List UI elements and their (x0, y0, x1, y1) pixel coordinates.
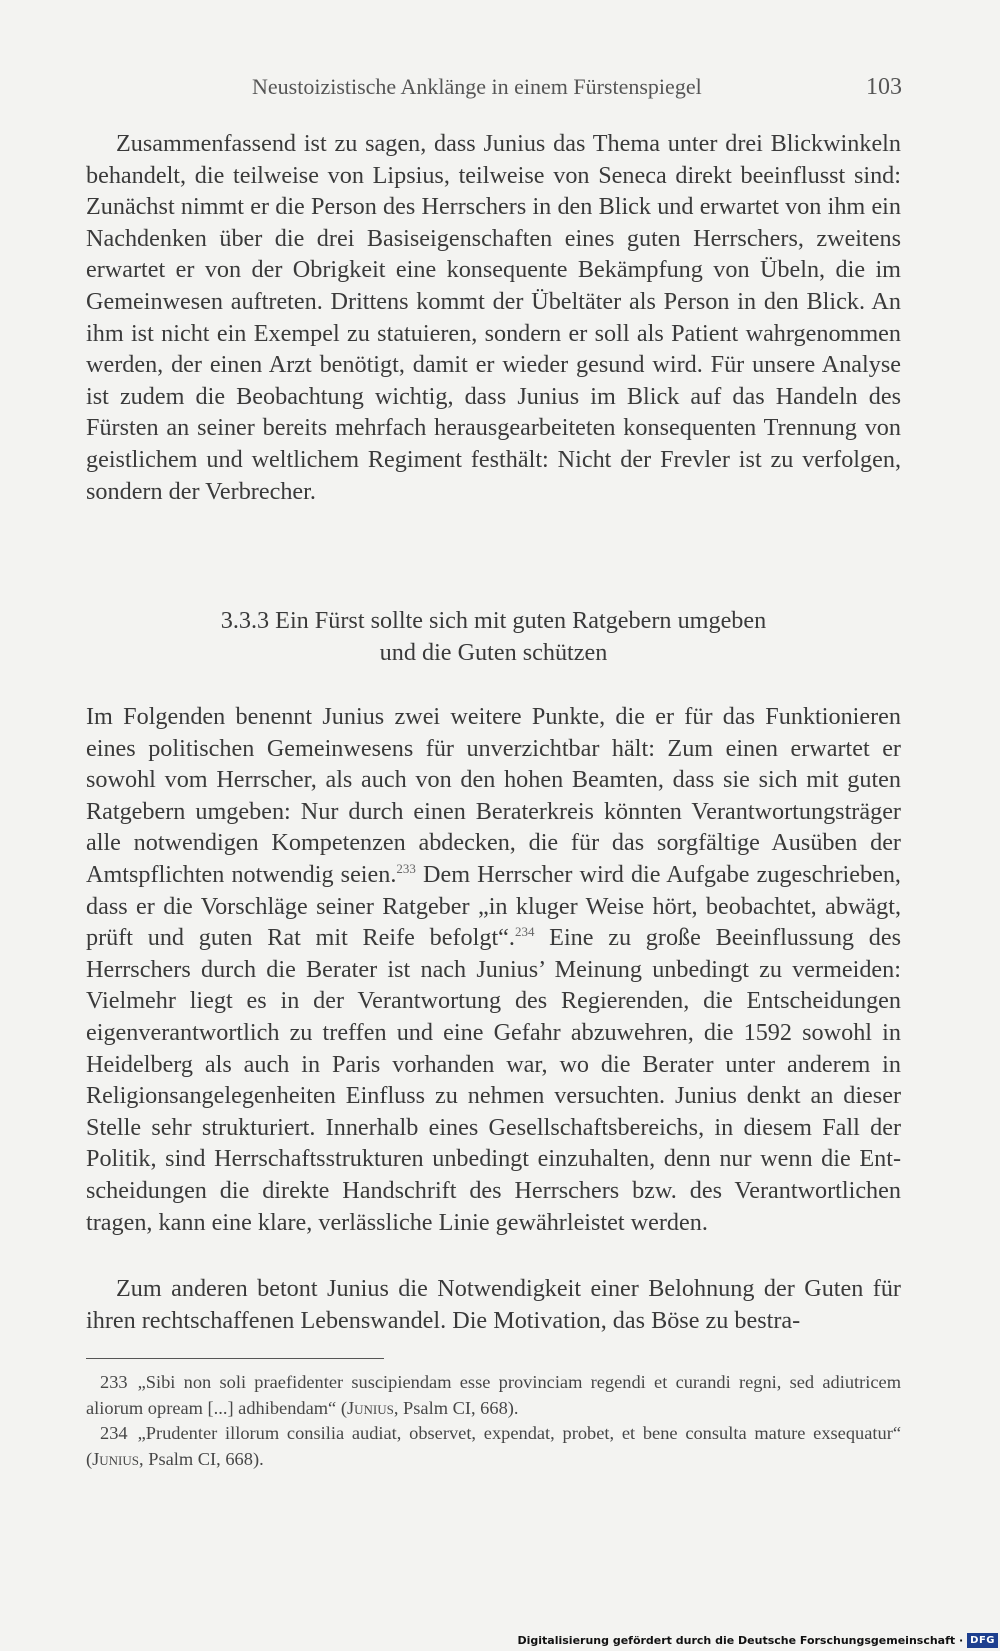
footnote-233 (86, 1370, 901, 1421)
paragraph-advisors (86, 701, 901, 1238)
paragraph-advisors-text-a: Im Folgenden benennt Junius zwei weitere Punkte, die er für das Funktionieren eines politischen Gemeinwesens für unverzichtbar hält: Zum einen erwartet er sowohl vom Herrscher, als auch von den hohen Beamten, dass sie sich mit guten Ratgebern umgeben: Nur durch einen Beraterkreis könnten Verantwortungsträger alle notwendigen Kompetenzen abdecken, die für das sorgfältige Ausüben der Amtspflichten notwendig seien. (86, 703, 901, 888)
paragraph-reward (86, 1273, 901, 1336)
section-heading-line-1: 3.3.3 Ein Fürst sollte sich mit guten Ratgebern umgeben (220, 607, 767, 634)
footnote-author: Junius (346, 1397, 394, 1418)
footnotes (86, 1370, 901, 1472)
digitization-credit-text: Digitalisierung gefördert durch die Deutsche Forschungsgemeinschaft · (517, 1633, 964, 1647)
footnote-citation: , Psalm CI, 668). (393, 1397, 519, 1418)
dfg-logo: DFG (967, 1633, 998, 1648)
section-heading-line-2: und die Guten schützen (379, 639, 608, 666)
footnote-ref-234[interactable]: 234 (514, 924, 535, 940)
running-title: Neustoizistische Anklänge in einem Fürstenspiegel (252, 74, 702, 99)
footnote-divider (86, 1358, 384, 1359)
running-head (252, 74, 902, 104)
footnote-text: „Sibi non soli praefidenter suscipiendam esse provinciam regendi et curandi regni, sed adiutricem aliorum opream [...] adhibendam“ ( (86, 1372, 901, 1418)
page-number: 103 (866, 74, 902, 100)
paragraph-summary (86, 128, 901, 507)
section-heading (86, 605, 901, 669)
footnote-number: 234 (100, 1423, 128, 1444)
paragraph-advisors-text-c: Eine zu große Beeinflussung des Herrschers durch die Berater ist nach Junius’ Meinung unbedingt zu vermeiden: Vielmehr liegt es in der Verantwortung des Regierenden, die Entscheidungen eigenverantwortlich zu treffen und eine Gefahr abzuwehren, die 1592 sowohl in Heidelberg als auch in Paris vorhanden war, wo die Berater unter anderem in Religionsangelegenheiten Einfluss zu nehmen versuchten. Junius denkt an dieser Stelle sehr strukturiert. Innerhalb eines Gesellschaftsbereichs, in diesem Fall der Politik, sind Herrschaftsstrukturen unbedingt einzuhalten, denn nur wenn die Entscheidungen die direkte Handschrift des Herrschers bzw. des Verantwortlichen tragen, kann eine klare, verlässliche Linie gewährleistet werden. (86, 924, 901, 1236)
footnote-citation: , Psalm CI, 668). (139, 1448, 264, 1469)
footnote-author: Junius (92, 1448, 140, 1469)
paragraph-advisors-text-b: Dem Herrscher wird die Aufgabe zugeschrieben, dass er die Vorschläge seiner Ratgeber „in kluger Weise hört, beobachtet, abwägt, prüft und guten Rat mit Reife befolgt“. (86, 860, 901, 952)
paragraph-reward-text: Zum anderen betont Junius die Notwendigkeit einer Belohnung der Guten für ihren rechtschaffenen Lebenswandel. Die Motivation, das Böse zu bestra- (86, 1275, 901, 1334)
footnote-text: „Prudenter illorum consilia audiat, observet, expendat, probet, et bene consulta mature exsequatur“ ( (86, 1423, 901, 1469)
paragraph-summary-text: Zusammenfassend ist zu sagen, dass Junius das Thema unter drei Blickwinkeln behandelt, die teilweise von Lipsius, teilweise von Seneca direkt beeinflusst sind: Zunächst nimmt er die Person des Herrschers in den Blick und erwartet von ihm ein Nachdenken über die drei Basiseigenschaften eines guten Herrschers, zweitens erwartet er von der Obrigkeit eine konsequente Bekämpfung von Übeln, die im Gemeinwesen auftreten. Drittens kommt der Übeltäter als Person in den Blick. An ihm ist nicht ein Exempel zu statuieren, sondern er soll als Patient wahrgenommen werden, der einen Arzt benötigt, damit er wieder gesund wird. Für unsere Analyse ist zudem die Beobachtung wichtig, dass Junius im Blick auf das Handeln des Fürsten an seiner bereits mehrfach herausgearbeiteten konsequenten Trennung von geistlichem und weltlichem Regiment festhält: Nicht der Frevler ist zu verfolgen, sondern der Verbrecher. (86, 130, 901, 505)
footnote-number: 233 (100, 1372, 128, 1392)
footnote-234 (86, 1421, 901, 1472)
footnote-ref-233[interactable]: 233 (396, 860, 416, 876)
digitization-credit (517, 1631, 998, 1649)
